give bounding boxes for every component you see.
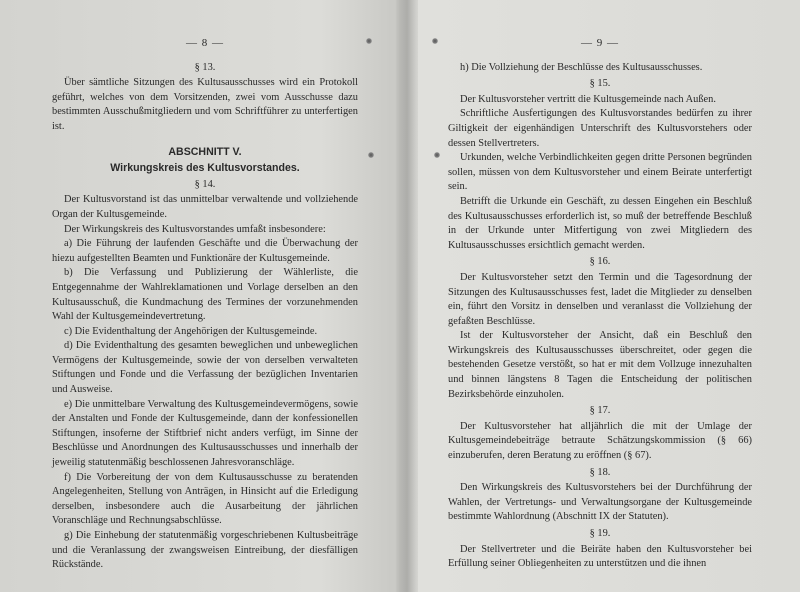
section-heading: § 14. [194,178,216,190]
book-gutter [396,0,418,592]
page-right [448,0,752,592]
section-heading: § 19. [589,528,611,539]
list-item: d) Die Evidenthaltung des gesamten beweglichen und unbeweglichen Vermögens der Kultusgemeinde, sowie der von derselben verwalteten Stiftungen und Fonde und die Verfassung der bezüglichen Inventarien und Ausweise. [52,340,358,396]
paragraph: Der Wirkungskreis des Kultusvorstandes umfaßt insbesondere: [64,223,326,235]
binding-staple-mid-left [368,152,374,158]
section-heading: § 17. [589,405,611,417]
paragraph: Der Kultusvorsteher setzt den Termin und die Tagesordnung der Sitzungen des Kultusausschusses fest, ladet die Mitglieder zu denselben ein, führt den Vorsitz in denselben und veranlasst die Vollziehung der gefaßten Beschlüsse. [448,271,752,327]
section-heading: § 16. [589,256,611,268]
paragraph: Der Kultusvorstand ist das unmittelbar verwaltende und vollziehende Organ der Kultusgemeinde. [52,194,358,220]
list-item: c) Die Evidenthaltung der Angehörigen der Kultusgemeinde. [64,325,318,337]
page-number: — 8 — [186,37,224,49]
page-left [52,0,358,592]
paragraph: Den Wirkungskreis des Kultusvorstehers bei der Durchführung der Wahlen, der Vertretungs- und Verwaltungsorgane der Kultusgemeinde bestimmte Wahlordnung (Abschnitt IX der Statuten). [448,482,752,523]
paragraph: Urkunden, welche Verbindlichkeiten gegen dritte Personen begründen sollen, müssen von dem Kultusvorsteher und einem Beirate unterfertigt sein. [448,152,752,193]
paragraph: Schriftliche Ausfertigungen des Kultusvorstandes bedürfen zu ihrer Giltigkeit der eigenhändigen Unterschrift des Kultusvorstehers oder dessen Stellvertreters. [448,108,752,149]
list-item: a) Die Führung der laufenden Geschäfte und die Überwachung der hiezu aufgestellten Beamten und Funktionäre der Kultusgemeinde. [52,238,358,264]
list-item: f) Die Vorbereitung der von dem Kultusausschusse zu beratenden Angelegenheiten, Stellung von Anträgen, in Hinsicht auf die Erledigung derselben, insbesondere auch die Ausarbeitung der jährlichen Voranschläge und Rechnungsabschlüsse. [52,471,358,527]
paragraph: Über sämtliche Sitzungen des Kultusausschusses wird ein Protokoll geführt, welches von dem Vorsitzenden, zwei vom Ausschusse dazu bestimmten Ausschußmitgliedern und vom Schriftführer zu unterfertigen ist. [52,77,358,132]
binding-staple-mid-right [434,152,440,158]
binding-staple-top-left [366,38,372,44]
paragraph: Der Kultusvorsteher hat alljährlich die mit der Umlage der Kultusgemeindebeiträge betraute Schätzungskommission (§ 66) einzuberufen, deren Beratung zu eröffnen (§ 67). [448,420,752,462]
section-heading: § 13. [194,61,216,73]
list-item: b) Die Verfassung und Publizierung der Wählerliste, die Entgegennahme der Wahlreklamationen und Vorlage derselben an den Kultusausschuß, die Kundmachung des Termines der vorzunehmenden Wahl der Kultusgemeindevertretung. [52,267,358,323]
section-heading: § 18. [589,466,611,478]
list-item: h) Die Vollziehung der Beschlüsse des Kultusausschusses. [460,61,703,73]
paragraph: Ist der Kultusvorsteher der Ansicht, daß ein Beschluß den Wirkungskreis des Kultusausschusses überschreitet, oder gegen die bestehenden Gesetze verstößt, so hat er mit dem Vollzuge innezuhalten und binnen längstens 8 Tagen die Entscheidung der politischen Bezirksbehörde einzuholen. [448,330,752,400]
list-item: e) Die unmittelbare Verwaltung des Kultusgemeindevermögens, sowie der Anstalten und Fonde der Kultusgemeinde, dann der konfessionellen Stiftungen, insoferne der Stiftbrief nicht anders verfügt, im Sinne der Beschlüsse und Anordnungen des Kultusausschusses und innerhalb der jeweilig statutenmäßig beschlossenen Jahresvoranschläge. [52,398,358,469]
paragraph: Betrifft die Urkunde ein Geschäft, zu dessen Eingehen ein Beschluß des Kultusausschusses erforderlich ist, so muß der betreffende Beschluß in der Urkunde unter Mitfertigung von zwei Mitgliedern des Kultusausschusses ersichtlich gemacht werden. [448,195,752,251]
paragraph: Der Kultusvorsteher vertritt die Kultusgemeinde nach Außen. [460,93,716,105]
chapter-heading: ABSCHNITT V. [168,145,242,158]
list-item: g) Die Einhebung der statutenmäßig vorgeschriebenen Kultusbeiträge und die Veranlassung der zwangsweisen Eintreibung, der diesfälligen Rückstände. [52,530,358,571]
chapter-title: Wirkungskreis des Kultusvorstandes. [110,162,300,175]
page-number: — 9 — [581,37,619,49]
paragraph: Der Stellvertreter und die Beiräte haben den Kultusvorsteher bei Erfüllung seiner Obliegenheiten zu unterstützen und die ihnen [448,543,752,570]
section-heading: § 15. [589,78,611,90]
binding-staple-top-right [432,38,438,44]
